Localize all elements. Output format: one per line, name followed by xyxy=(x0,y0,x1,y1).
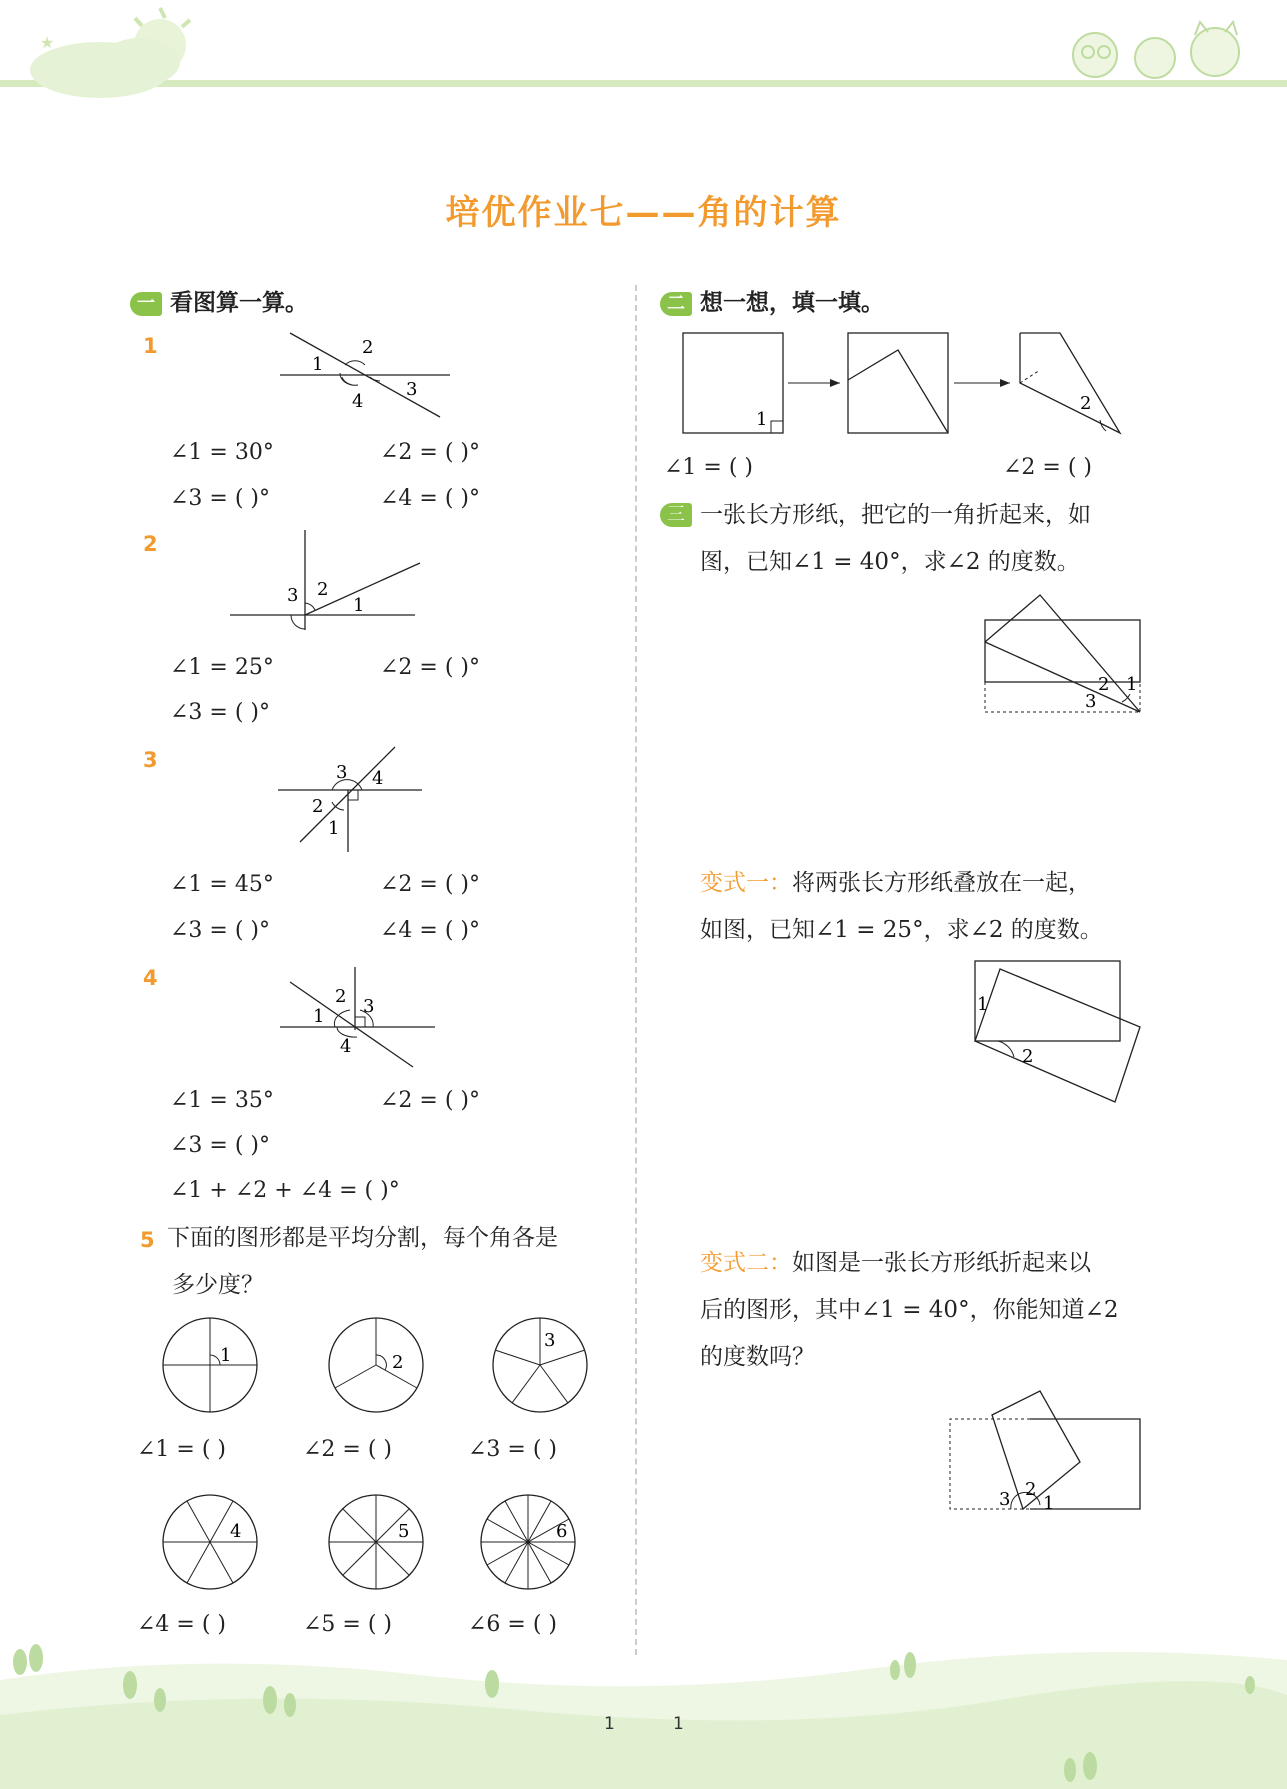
q3-label-2: 2 xyxy=(312,796,324,817)
q5-c1[interactable]: ∠1 = ( ) xyxy=(137,1437,227,1462)
v2-label-1: 1 xyxy=(1043,1493,1055,1514)
s2-label-2: 2 xyxy=(1080,393,1092,414)
s2-label-1: 1 xyxy=(756,409,768,430)
q2-label-2: 2 xyxy=(317,579,329,600)
q4-label-3: 3 xyxy=(363,996,375,1017)
page-title: 培优作业七——角的计算 xyxy=(445,193,842,233)
q4-label-1: 1 xyxy=(313,1006,325,1027)
v2-label-2: 2 xyxy=(1025,1479,1037,1500)
circle-8-parts xyxy=(329,1495,423,1589)
variant2-line2: 后的图形，其中∠1 = 40°，你能知道∠2 xyxy=(700,1297,1119,1323)
q3-a1: ∠1 = 45° xyxy=(170,872,274,897)
c3-label: 3 xyxy=(544,1330,556,1351)
q1-a2[interactable]: ∠2 = ( )° xyxy=(380,440,481,465)
section1-badge: 一 xyxy=(130,292,162,316)
q3-number: 3 xyxy=(143,748,158,772)
section2-heading-text: 想一想，填一填。 xyxy=(700,290,884,316)
section1-heading xyxy=(130,284,308,317)
q1-number: 1 xyxy=(143,334,158,358)
page-number-right: 1 xyxy=(673,1714,684,1734)
q2-number: 2 xyxy=(143,532,158,556)
circle-5-parts xyxy=(493,1318,587,1412)
q4-number: 4 xyxy=(143,966,158,990)
circle-4-parts xyxy=(163,1318,257,1412)
circle-6-parts xyxy=(163,1495,257,1589)
variant1-text1: 将两张长方形纸叠放在一起， xyxy=(792,870,1091,896)
q4-a1: ∠1 = 35° xyxy=(170,1088,274,1113)
v1-label-2: 2 xyxy=(1022,1046,1034,1067)
q2-a2[interactable]: ∠2 = ( )° xyxy=(380,655,481,680)
q5-line1: 下面的图形都是平均分割，每个角各是 xyxy=(167,1225,558,1251)
s3-label-3: 3 xyxy=(1085,691,1097,712)
q1-label-1: 1 xyxy=(312,354,324,375)
q3-label-3: 3 xyxy=(336,762,348,783)
section3-line1: 一张长方形纸，把它的一角折起来，如 xyxy=(700,502,1091,528)
q3-a2[interactable]: ∠2 = ( )° xyxy=(380,872,481,897)
q3-a3[interactable]: ∠3 = ( )° xyxy=(170,918,271,943)
section2-badge: 二 xyxy=(660,292,692,316)
q2-label-3: 3 xyxy=(287,585,299,606)
q5-c4[interactable]: ∠4 = ( ) xyxy=(137,1612,227,1637)
q4-label-2: 2 xyxy=(335,986,347,1007)
c6-label: 6 xyxy=(556,1521,568,1542)
variant2-text1: 如图是一张长方形纸折起来以 xyxy=(792,1250,1091,1276)
q5-c2[interactable]: ∠2 = ( ) xyxy=(303,1437,393,1462)
q3-label-1: 1 xyxy=(328,818,340,839)
q1-figure xyxy=(270,325,460,425)
variant2-label: 变式二： xyxy=(700,1250,792,1276)
q2-label-1: 1 xyxy=(353,595,365,616)
q2-figure xyxy=(225,525,425,635)
q3-figure xyxy=(270,742,440,857)
variant1-figure xyxy=(970,955,1150,1105)
v2-label-3: 3 xyxy=(999,1489,1011,1510)
circle-3-parts xyxy=(329,1318,423,1412)
s3-label-1: 1 xyxy=(1126,674,1138,695)
page-number-left: 1 xyxy=(604,1714,615,1734)
circle-12-parts xyxy=(481,1495,575,1589)
section2-folding-figure xyxy=(670,325,1150,450)
q1-a1: ∠1 = 30° xyxy=(170,440,274,465)
q1-label-4: 4 xyxy=(352,391,364,412)
c5-label: 5 xyxy=(398,1521,410,1542)
q4-a3[interactable]: ∠3 = ( )° xyxy=(170,1133,271,1158)
q5-c3[interactable]: ∠3 = ( ) xyxy=(468,1437,558,1462)
variant2-line1 xyxy=(700,1240,1091,1287)
q5-c6[interactable]: ∠6 = ( ) xyxy=(468,1612,558,1637)
section2-a1[interactable]: ∠1 = ( ) xyxy=(664,455,754,480)
header-decoration xyxy=(0,0,1287,120)
variant2-line3: 的度数吗？ xyxy=(700,1344,815,1370)
q3-a4[interactable]: ∠4 = ( )° xyxy=(380,918,481,943)
q2-a3[interactable]: ∠3 = ( )° xyxy=(170,700,271,725)
q4-a5[interactable]: ∠1 + ∠2 + ∠4 = ( )° xyxy=(170,1178,400,1203)
v1-label-1: 1 xyxy=(977,994,989,1015)
q4-figure xyxy=(275,962,445,1072)
variant1-line2: 如图，已知∠1 = 25°，求∠2 的度数。 xyxy=(700,917,1103,943)
section3-line2: 图，已知∠1 = 40°，求∠2 的度数。 xyxy=(700,549,1080,575)
q5-circles xyxy=(150,1310,620,1650)
variant1-line1 xyxy=(700,860,1091,907)
c1-label: 1 xyxy=(220,1345,232,1366)
section2-heading xyxy=(660,284,884,317)
s3-label-2: 2 xyxy=(1098,674,1110,695)
variant2-figure xyxy=(945,1385,1145,1515)
q5-c5[interactable]: ∠5 = ( ) xyxy=(303,1612,393,1637)
q4-label-4: 4 xyxy=(340,1036,352,1057)
column-divider xyxy=(635,285,637,1655)
q1-label-2: 2 xyxy=(362,337,374,358)
section3-figure xyxy=(980,590,1145,720)
q2-a1: ∠1 = 25° xyxy=(170,655,274,680)
c4-label: 4 xyxy=(230,1521,242,1542)
variant1-label: 变式一： xyxy=(700,870,792,896)
section1-heading-text: 看图算一算。 xyxy=(170,290,308,316)
q1-a3[interactable]: ∠3 = ( )° xyxy=(170,486,271,511)
q5-line2: 多少度？ xyxy=(172,1272,264,1298)
q4-a2[interactable]: ∠2 = ( )° xyxy=(380,1088,481,1113)
section2-a2[interactable]: ∠2 = ( ) xyxy=(1003,455,1093,480)
svg-text:★: ★ xyxy=(40,33,55,52)
footer-landscape xyxy=(0,1640,1287,1789)
q1-label-3: 3 xyxy=(406,379,418,400)
c2-label: 2 xyxy=(392,1352,404,1373)
q1-a4[interactable]: ∠4 = ( )° xyxy=(380,486,481,511)
section3-badge: 三 xyxy=(660,503,692,527)
q5-number: 5 xyxy=(140,1228,155,1252)
animal-mascots-icon xyxy=(1073,22,1239,78)
q3-label-4: 4 xyxy=(372,768,384,789)
